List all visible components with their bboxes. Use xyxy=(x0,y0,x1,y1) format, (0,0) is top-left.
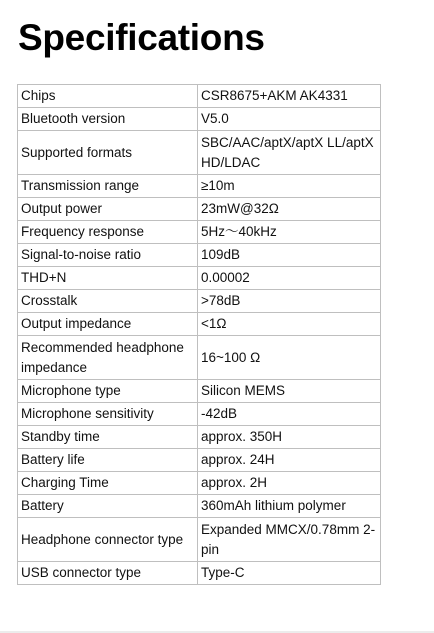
spec-label: Transmission range xyxy=(18,175,198,198)
spec-value: 23mW@32Ω xyxy=(198,198,381,221)
spec-label: Microphone sensitivity xyxy=(18,403,198,426)
spec-label: Chips xyxy=(18,85,198,108)
table-row xyxy=(18,313,381,336)
spec-label: Crosstalk xyxy=(18,290,198,313)
table-row xyxy=(18,221,381,244)
table-row xyxy=(18,108,381,131)
spec-label: Signal-to-noise ratio xyxy=(18,244,198,267)
spec-label: Recommended headphone impedance xyxy=(18,336,198,380)
spec-label: Battery xyxy=(18,495,198,518)
table-row xyxy=(18,472,381,495)
spec-value: <1Ω xyxy=(198,313,381,336)
spec-value: ≥10m xyxy=(198,175,381,198)
table-row xyxy=(18,449,381,472)
spec-label: THD+N xyxy=(18,267,198,290)
spec-value: approx. 350H xyxy=(198,426,381,449)
spec-label: Headphone connector type xyxy=(18,518,198,562)
spec-value: approx. 24H xyxy=(198,449,381,472)
spec-label: Frequency response xyxy=(18,221,198,244)
spec-value: Silicon MEMS xyxy=(198,380,381,403)
page-title: Specifications xyxy=(18,17,265,58)
table-row xyxy=(18,85,381,108)
table-row xyxy=(18,336,381,380)
spec-value: CSR8675+AKM AK4331 xyxy=(198,85,381,108)
spec-value: Type-C xyxy=(198,562,381,585)
spec-label: Output power xyxy=(18,198,198,221)
specifications-table xyxy=(17,84,381,585)
spec-value: 360mAh lithium polymer xyxy=(198,495,381,518)
spec-value: -42dB xyxy=(198,403,381,426)
spec-value: Expanded MMCX/0.78mm 2-pin xyxy=(198,518,381,562)
spec-label: Standby time xyxy=(18,426,198,449)
spec-label: Battery life xyxy=(18,449,198,472)
table-row xyxy=(18,380,381,403)
table-row xyxy=(18,518,381,562)
spec-value: SBC/AAC/aptX/aptX LL/aptX HD/LDAC xyxy=(198,131,381,175)
table-row xyxy=(18,244,381,267)
spec-value: 5Hz～40kHz xyxy=(198,221,381,244)
spec-value: approx. 2H xyxy=(198,472,381,495)
spec-value: >78dB xyxy=(198,290,381,313)
table-row xyxy=(18,175,381,198)
table-row xyxy=(18,131,381,175)
table-row xyxy=(18,267,381,290)
table-row xyxy=(18,426,381,449)
spec-label: USB connector type xyxy=(18,562,198,585)
spec-value: 0.00002 xyxy=(198,267,381,290)
table-row xyxy=(18,495,381,518)
spec-label: Microphone type xyxy=(18,380,198,403)
spec-value: V5.0 xyxy=(198,108,381,131)
spec-label: Bluetooth version xyxy=(18,108,198,131)
spec-value: 16~100 Ω xyxy=(198,336,381,380)
spec-label: Supported formats xyxy=(18,131,198,175)
table-row xyxy=(18,198,381,221)
table-row xyxy=(18,562,381,585)
spec-label: Charging Time xyxy=(18,472,198,495)
spec-label: Output impedance xyxy=(18,313,198,336)
table-row xyxy=(18,403,381,426)
table-row xyxy=(18,290,381,313)
spec-value: 109dB xyxy=(198,244,381,267)
